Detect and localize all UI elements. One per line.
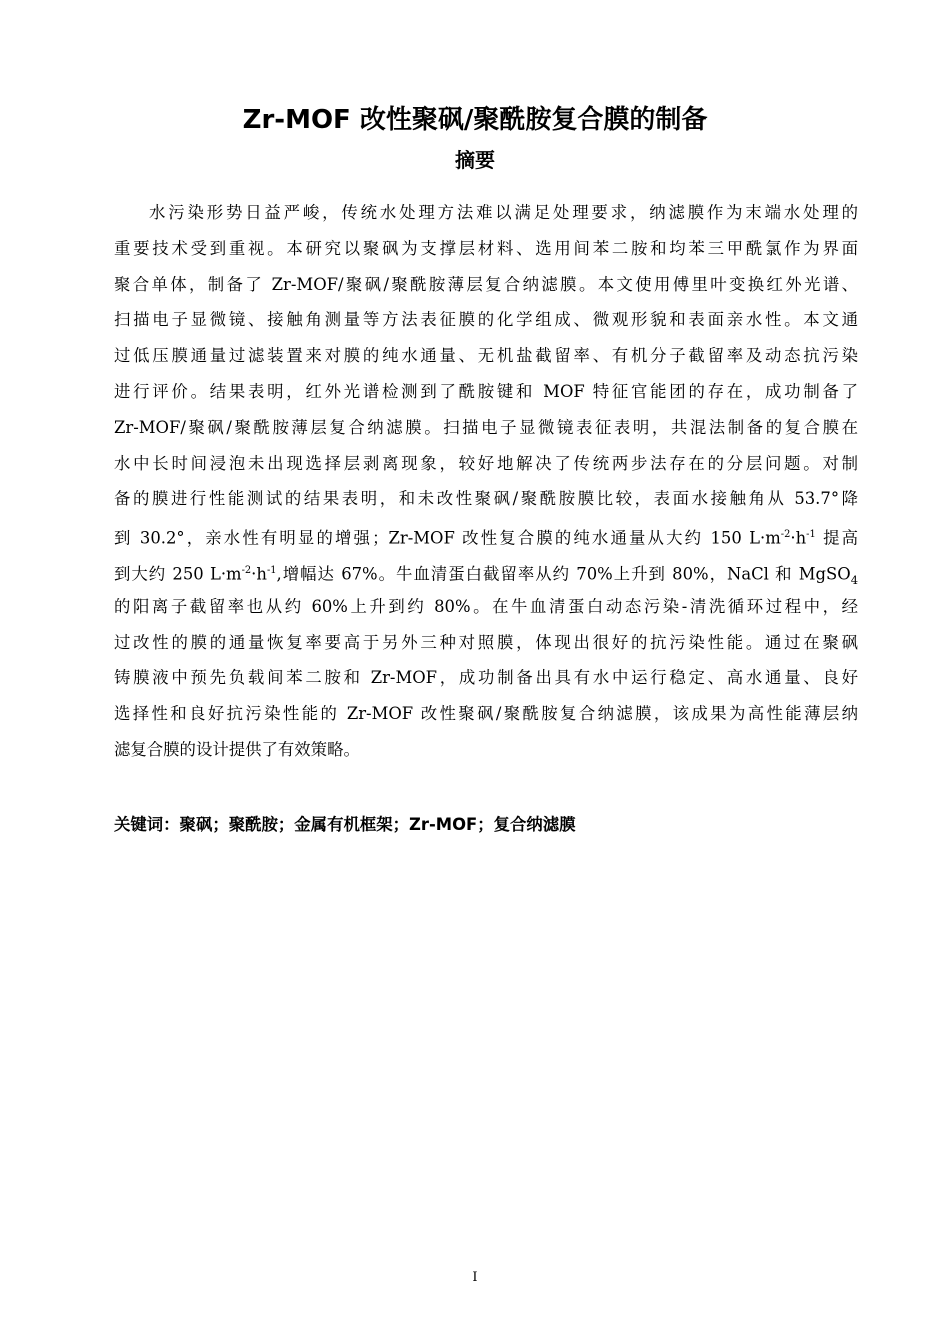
abstract-line: 选择性和良好抗污染性能的 Zr-MOF 改性聚砜/聚酰胺复合纳滤膜，该成果为高性能薄层纳 — [114, 704, 858, 724]
abstract-line: 过低压膜通量过滤装置来对膜的纯水通量、无机盐截留率、有机分子截留率及动态抗污染 — [114, 346, 858, 366]
abstract-line: 水中长时间浸泡未出现选择层剥离现象，较好地解决了传统两步法存在的分层问题。对制 — [114, 453, 858, 473]
abstract-line: Zr-MOF/聚砜/聚酰胺薄层复合纳滤膜。扫描电子显微镜表征表明，共混法制备的复合膜在 — [114, 417, 858, 437]
abstract-heading: 摘要 — [455, 148, 495, 172]
abstract-line: 到 30.2°，亲水性有明显的增强；Zr-MOF 改性复合膜的纯水通量从大约 150 $L\cdot m^{-2}\cdot h^{-1}$ 提高 — [114, 528, 858, 548]
abstract-line: 过改性的膜的通量恢复率要高于另外三种对照膜，体现出很好的抗污染性能。通过在聚砜 — [114, 632, 858, 652]
abstract-line: 聚合单体，制备了 Zr-MOF/聚砜/聚酰胺薄层复合纳滤膜。本文使用傅里叶变换红外光谱、 — [114, 274, 858, 294]
abstract-line: 备的膜进行性能测试的结果表明，和未改性聚砜/聚酰胺膜比较，表面水接触角从 53.7°降 — [114, 489, 858, 509]
abstract-line: 水污染形势日益严峻，传统水处理方法难以满足处理要求，纳滤膜作为末端水处理的 — [149, 203, 858, 222]
abstract-line: 扫描电子显微镜、接触角测量等方法表征膜的化学组成、微观形貌和表面亲水性。本文通 — [114, 310, 858, 330]
abstract-line: 铸膜液中预先负载间苯二胺和 Zr-MOF，成功制备出具有水中运行稳定、高水通量、良好 — [114, 668, 858, 688]
paper-title: Zr-MOF 改性聚砜/聚酰胺复合膜的制备 — [242, 105, 708, 135]
keywords: 关键词：聚砜；聚酰胺；金属有机框架；Zr-MOF；复合纳滤膜 — [114, 815, 576, 834]
abstract-line: 重要技术受到重视。本研究以聚砜为支撑层材料、选用间苯二胺和均苯三甲酰氯作为界面 — [114, 238, 858, 258]
abstract-line: 到大约 250 $L\cdot m^{-2}\cdot h^{-1}$,增幅达 67%。牛血清蛋白截留率从约 70%上升到 80%，NaCl 和 MgSO$_4$ — [114, 564, 859, 587]
abstract-body — [114, 195, 858, 768]
abstract-line: 进行评价。结果表明，红外光谱检测到了酰胺键和 MOF 特征官能团的存在，成功制备了 — [114, 381, 858, 401]
abstract-line: 的阳离子截留率也从约 60%上升到约 80%。在牛血清蛋白动态污染-清洗循环过程中，经 — [114, 596, 858, 616]
page-number: I — [472, 1270, 478, 1285]
abstract-line: 滤复合膜的设计提供了有效策略。 — [114, 739, 360, 759]
